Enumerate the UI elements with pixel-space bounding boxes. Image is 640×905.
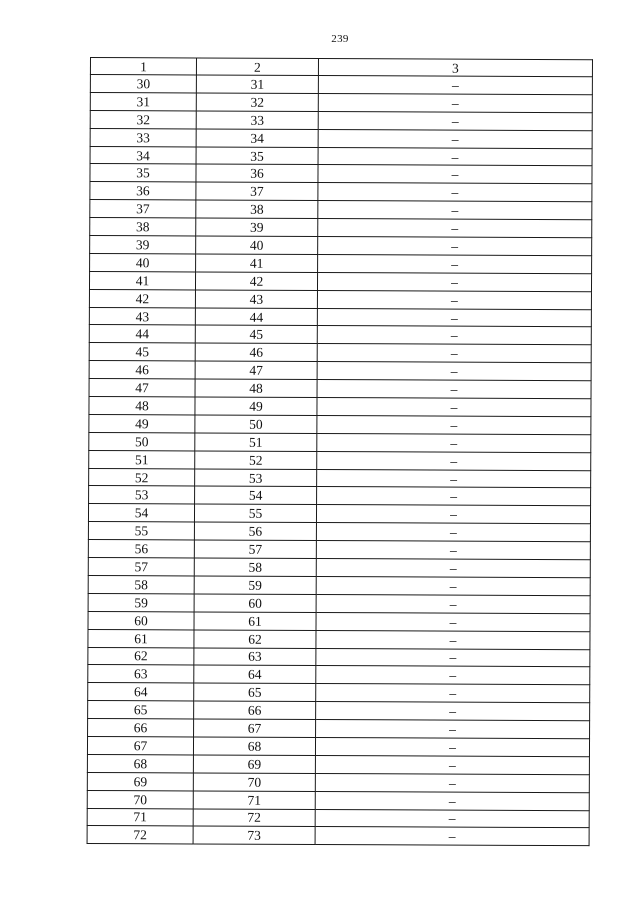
table-cell-col-2: 69: [193, 755, 315, 773]
table-cell-col-3: –: [318, 254, 592, 273]
table-cell-col-1: 59: [88, 593, 194, 611]
table-cell-col-3: –: [317, 272, 591, 291]
table-cell-col-1: 52: [89, 468, 195, 486]
table-row: [90, 236, 592, 256]
table-row: [90, 253, 592, 273]
table-cell-col-3: –: [318, 219, 592, 238]
table-cell-col-2: 51: [195, 433, 317, 451]
table-row: [89, 432, 591, 452]
table-row: [89, 414, 591, 434]
table-cell-col-3: –: [316, 630, 590, 649]
table-cell-col-2: 49: [195, 397, 317, 415]
table-cell-col-2: 70: [193, 773, 315, 791]
table-row: [90, 92, 592, 112]
table-cell-col-1: 47: [89, 379, 195, 397]
table-cell-col-1: 61: [88, 629, 194, 647]
table-cell-col-3: –: [317, 433, 591, 452]
table-cell-col-3: –: [316, 594, 590, 613]
table-cell-col-1: 44: [89, 325, 195, 343]
table-cell-col-1: 68: [87, 754, 193, 772]
table-cell-col-1: 37: [90, 200, 196, 218]
table-cell-col-2: 56: [194, 522, 316, 540]
table-row: [88, 522, 590, 542]
table-row: [89, 450, 591, 470]
table-cell-col-2: 48: [195, 379, 317, 397]
table-cell-col-3: –: [315, 773, 589, 792]
table-row: [88, 629, 590, 649]
table-cell-col-3: –: [317, 326, 591, 345]
table-cell-col-3: –: [317, 398, 591, 417]
page-number: 239: [331, 33, 349, 45]
table-cell-col-1: 60: [88, 611, 194, 629]
table-cell-col-1: 54: [88, 504, 194, 522]
table-cell-col-3: –: [318, 237, 592, 256]
table-row: [90, 182, 592, 202]
table-cell-col-1: 67: [87, 736, 193, 754]
table-cell-col-2: 47: [195, 361, 317, 379]
table-cell-col-1: 63: [88, 665, 194, 683]
table-cell-col-2: 60: [194, 594, 316, 612]
table-row: [89, 343, 591, 363]
table-row: [89, 289, 591, 309]
table-cell-col-1: 66: [88, 719, 194, 737]
table-cell-col-3: –: [316, 648, 590, 667]
table-row: [87, 808, 589, 828]
table-cell-col-3: –: [315, 827, 589, 846]
table-cell-col-3: –: [318, 75, 592, 94]
table-cell-col-2: 34: [196, 129, 318, 147]
table-cell-col-2: 57: [194, 540, 316, 558]
column-header-3: 3: [318, 58, 592, 76]
table-cell-col-1: 35: [90, 164, 196, 182]
table-cell-col-3: –: [316, 720, 590, 739]
table-row: [90, 164, 592, 184]
table-row: [88, 647, 590, 667]
table-cell-col-2: 38: [196, 200, 318, 218]
table-cell-col-1: 46: [89, 361, 195, 379]
table-cell-col-2: 55: [194, 504, 316, 522]
table-cell-col-2: 72: [193, 808, 315, 826]
table-cell-col-2: 46: [195, 343, 317, 361]
header-row: [90, 58, 592, 77]
table-cell-col-3: –: [316, 576, 590, 595]
table-cell-col-1: 33: [90, 128, 196, 146]
table-row: [88, 504, 590, 524]
column-header-1: 1: [90, 58, 196, 75]
table-cell-col-3: –: [316, 523, 590, 542]
table-row: [89, 325, 591, 345]
table-cell-col-1: 45: [89, 343, 195, 361]
table-cell-col-2: 35: [196, 147, 318, 165]
table-cell-col-3: –: [317, 451, 591, 470]
table-cell-col-1: 36: [90, 182, 196, 200]
table-row: [90, 218, 592, 238]
table-cell-col-3: –: [316, 612, 590, 631]
table-cell-col-2: 61: [194, 612, 316, 630]
table-row: [88, 593, 590, 613]
table-cell-col-2: 68: [193, 737, 315, 755]
table-row: [88, 719, 590, 739]
table-cell-col-1: 64: [88, 683, 194, 701]
table-cell-col-2: 41: [196, 254, 318, 272]
table-cell-col-1: 34: [90, 146, 196, 164]
table-cell-col-3: –: [318, 111, 592, 130]
table-cell-col-3: –: [318, 183, 592, 202]
table-cell-col-3: –: [318, 165, 592, 184]
table-cell-col-3: –: [316, 559, 590, 578]
table-cell-col-1: 41: [89, 271, 195, 289]
table-cell-col-1: 72: [87, 826, 193, 844]
table-cell-col-1: 32: [90, 110, 196, 128]
table-row: [89, 307, 591, 327]
table-cell-col-3: –: [316, 541, 590, 560]
table-row: [88, 665, 590, 685]
table-cell-col-1: 53: [89, 486, 195, 504]
table-cell-col-3: –: [317, 415, 591, 434]
table-row: [89, 486, 591, 506]
table-cell-col-3: –: [316, 505, 590, 524]
table-cell-col-2: 31: [196, 75, 318, 93]
table-row: [89, 379, 591, 399]
table-cell-col-3: –: [317, 344, 591, 363]
table-cell-col-3: –: [317, 290, 591, 309]
table-row: [88, 683, 590, 703]
table-cell-col-1: 58: [88, 575, 194, 593]
table-row: [87, 790, 589, 810]
table-cell-col-2: 54: [195, 486, 317, 504]
table-cell-col-2: 32: [196, 93, 318, 111]
table-cell-col-1: 55: [88, 522, 194, 540]
table-cell-col-2: 42: [195, 272, 317, 290]
table-cell-col-3: –: [317, 362, 591, 381]
table-row: [87, 736, 589, 756]
data-table: [87, 57, 593, 846]
table-row: [88, 701, 590, 721]
table-cell-col-1: 43: [89, 307, 195, 325]
table-row: [88, 575, 590, 595]
table-cell-col-2: 73: [193, 826, 315, 844]
table-row: [87, 826, 589, 846]
table-cell-col-2: 64: [194, 665, 316, 683]
table-cell-col-1: 56: [88, 540, 194, 558]
table-cell-col-3: –: [315, 737, 589, 756]
table-cell-col-1: 42: [89, 289, 195, 307]
table-cell-col-1: 57: [88, 558, 194, 576]
table-cell-col-1: 40: [90, 253, 196, 271]
table-row: [89, 468, 591, 488]
table-cell-col-1: 69: [87, 772, 193, 790]
table-cell-col-2: 50: [195, 415, 317, 433]
table-cell-col-3: –: [318, 129, 592, 148]
table-row: [87, 772, 589, 792]
table-cell-col-3: –: [316, 702, 590, 721]
table-cell-col-3: –: [318, 93, 592, 112]
table-cell-col-3: –: [317, 380, 591, 399]
table-row: [90, 146, 592, 166]
table-row: [90, 75, 592, 95]
table-row: [88, 558, 590, 578]
table-row: [89, 271, 591, 291]
column-header-2: 2: [196, 58, 318, 76]
table-body: [87, 75, 592, 846]
table-cell-col-1: 70: [87, 790, 193, 808]
table-cell-col-1: 48: [89, 397, 195, 415]
table-cell-col-3: –: [315, 755, 589, 774]
table-cell-col-2: 52: [195, 451, 317, 469]
table-cell-col-1: 51: [89, 450, 195, 468]
table-cell-col-2: 43: [195, 290, 317, 308]
table-cell-col-1: 50: [89, 432, 195, 450]
table-cell-col-2: 53: [195, 469, 317, 487]
table-cell-col-2: 40: [196, 236, 318, 254]
table-cell-col-3: –: [317, 487, 591, 506]
table-row: [89, 361, 591, 381]
table-cell-col-3: –: [316, 666, 590, 685]
table-cell-col-2: 45: [195, 325, 317, 343]
table-cell-col-2: 44: [195, 308, 317, 326]
table-cell-col-1: 38: [90, 218, 196, 236]
table-cell-col-3: –: [318, 201, 592, 220]
table-cell-col-1: 71: [87, 808, 193, 826]
table-cell-col-1: 62: [88, 647, 194, 665]
table-header: [90, 58, 592, 77]
table-row: [88, 540, 590, 560]
table-cell-col-3: –: [316, 684, 590, 703]
table-cell-col-2: 66: [194, 701, 316, 719]
table-cell-col-2: 65: [194, 683, 316, 701]
table-cell-col-2: 36: [196, 164, 318, 182]
table-cell-col-3: –: [315, 809, 589, 828]
table-row: [90, 128, 592, 148]
table-cell-col-2: 58: [194, 558, 316, 576]
table-cell-col-3: –: [315, 791, 589, 810]
table-row: [90, 110, 592, 130]
table-cell-col-1: 49: [89, 414, 195, 432]
table-cell-col-2: 63: [194, 647, 316, 665]
table-cell-col-3: –: [317, 308, 591, 327]
table-row: [88, 611, 590, 631]
table-cell-col-1: 31: [90, 92, 196, 110]
table-cell-col-2: 39: [196, 218, 318, 236]
table-cell-col-2: 67: [194, 719, 316, 737]
table-cell-col-2: 62: [194, 630, 316, 648]
table-cell-col-1: 30: [90, 75, 196, 93]
table-cell-col-2: 33: [196, 111, 318, 129]
table-cell-col-3: –: [318, 147, 592, 166]
table-cell-col-2: 59: [194, 576, 316, 594]
table-row: [89, 397, 591, 417]
table-row: [90, 200, 592, 220]
table-cell-col-1: 65: [88, 701, 194, 719]
table-row: [87, 754, 589, 774]
table-cell-col-2: 37: [196, 182, 318, 200]
table-cell-col-1: 39: [90, 236, 196, 254]
table-cell-col-3: –: [317, 469, 591, 488]
table-cell-col-2: 71: [193, 791, 315, 809]
